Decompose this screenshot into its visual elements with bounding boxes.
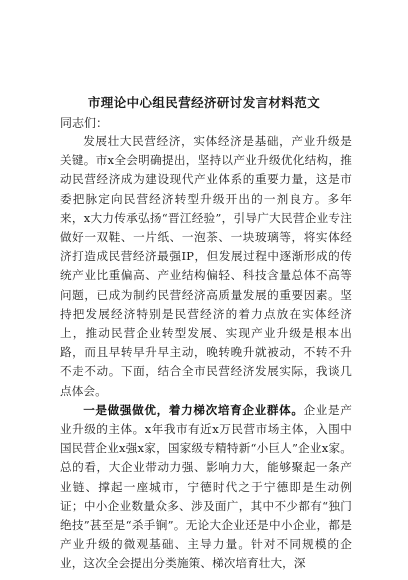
- document-title: 市理论中心组民营经济研讨发言材料范文: [87, 95, 321, 110]
- document-body: [60, 132, 352, 574]
- paragraph-text: 企业是产业升级的主体。x年我市有近x万民营市场主体，入围中国民营企业x强x家，国家级专精特新“小巨人”企业x家。总的看，大企业带动力强、影响力大，能够聚起一条产业链、撑起一座城市，宁德时代之于宁德即是生动例证；中小企业数量众多、涉及面广，其中不少都有“独门绝技”甚至是“杀手锏”。无论大企业还是中小企业，都是产业升级的微观基础、主导力量。针对不同规模的企业，这次全会提出分类施策、梯次培育壮大，深: [60, 402, 352, 571]
- paragraph-intro: [60, 132, 352, 401]
- paragraph-text: 发展壮大民营经济，实体经济是基础，产业升级是关键。市x全会明确提出，坚持以产业升级优化结构，推动民营经济成为建设现代产业体系的重要力量，这是市委把脉定向民营经济转型升级开出的一剂良方。多年来，x大力传承弘扬“晋江经验”，引导广大民营企业专注做好一双鞋、一片纸、一泡茶、一块玻璃等，将实体经济打造成民营经济最强IP，但发展过程中逐渐形成的传统产业比重偏高、产业结构偏轻、科技含量总体不高等问题，已成为制约民营经济高质量发展的重要因素。坚持把发展经济特别是民营经济的着力点放在实体经济上，推动民营企业转型发展、实现产业升级是根本出路，而且早转早升早主动，晚转晚升就被动，不转不升不走不动。下面，结合全市民营经济发展实际，我谈几点体会。: [60, 134, 352, 398]
- salutation: 同志们：: [60, 116, 109, 130]
- paragraph-heading: 一是做强做优，着力梯次培育企业群体。: [83, 402, 304, 417]
- paragraph-point-one: [60, 401, 352, 574]
